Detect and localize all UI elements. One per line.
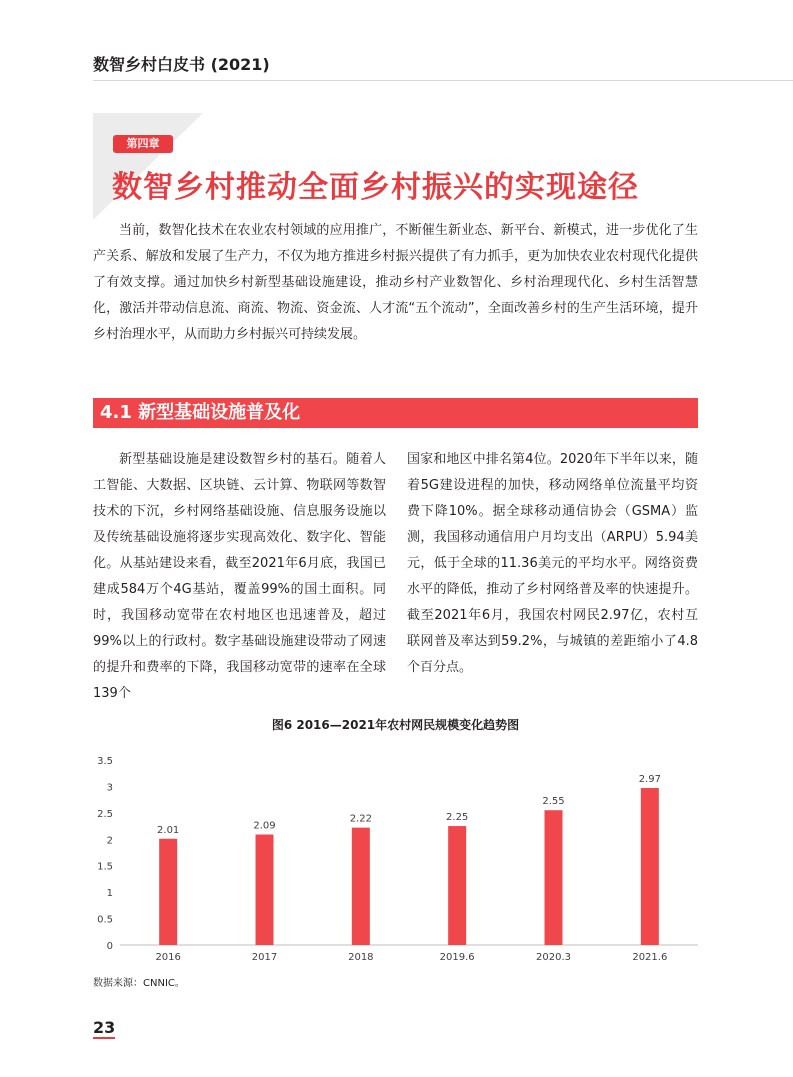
x-tick-label: 2018 (348, 952, 374, 963)
bar (641, 788, 659, 945)
y-tick-label: 1.5 (97, 861, 113, 873)
x-tick-label: 2020.3 (536, 952, 571, 963)
bar-value-label: 2.97 (638, 774, 661, 786)
page-number: 23 (93, 1018, 116, 1037)
bar-value-label: 2.25 (446, 812, 469, 824)
bar-value-label: 2.55 (542, 796, 565, 808)
x-tick-label: 2019.6 (439, 952, 475, 963)
bar-value-label: 2.09 (253, 820, 276, 832)
section-title: 4.1 新型基础设施普及化 (100, 402, 301, 423)
chapter-title: 数智乡村推动全面乡村振兴的实现途径 (112, 170, 639, 205)
x-tick-label: 2017 (251, 952, 278, 963)
page-number-underline (93, 1037, 115, 1039)
y-tick-label: 3.5 (97, 756, 113, 767)
bar (448, 826, 466, 945)
body-left-column: 新型基础设施是建设数智乡村的基石。随着人工智能、大数据、区块链、云计算、物联网等数智技术的下沉，乡村网络基础设施、信息服务设施以及传统基础设施将逐步实现高效化、数字化、智能化。从基站建设来看，截至2021年6月底，我国已建成584万个4G基站，覆盖99%的国土面积。同时，我国移动宽带在农村地区也迅速普及，超过99%以上的行政村。数字基础设施建设带动了网速的提升和费率的下降，我国移动宽带的速率在全球139个 (93, 452, 386, 701)
chapter-badge: 第四章 (113, 135, 173, 153)
running-header-title: 数智乡村白皮书 (2021) (93, 55, 270, 74)
bar (545, 810, 563, 945)
y-tick-label: 2.5 (97, 808, 113, 820)
y-tick-label: 0.5 (97, 914, 113, 926)
bar (352, 828, 370, 945)
y-tick-label: 1 (106, 888, 113, 900)
body-right-column: 国家和地区中排名第4位。2020年下半年以来，随着5G建设进程的加快，移动网络单位流量平均资费下降10%。据全球移动通信协会（GSMA）监测，我国移动通信用户月均支出（ARPU）5.94美元，低于全球的11.36美元的平均水平。网络资费水平的降低，推动了乡村网络普及率的快速提升。截至2021年6月，我国农村网民2.97亿，农村互联网普及率达到59.2%，与城镇的差距缩小了4.8个百分点。 (407, 452, 698, 675)
bar-chart (85, 745, 705, 970)
y-tick-label: 2 (106, 835, 113, 847)
figure-title: 图6 2016—2021年农村网民规模变化趋势图 (271, 718, 520, 732)
x-tick-label: 2021.6 (632, 952, 668, 963)
x-tick-label: 2016 (155, 952, 181, 963)
figure-source: 数据来源：CNNIC。 (93, 978, 185, 989)
intro-paragraph: 当前，数智化技术在农业农村领域的应用推广，不断催生新业态、新平台、新模式，进一步优化了生产关系、解放和发展了生产力，不仅为地方推进乡村振兴提供了有力抓手，更为加快农业农村现代化提供了有效支撑。通过加快乡村新型基础设施建设，推动乡村产业数智化、乡村治理现代化、乡村生活智慧化，激活并带动信息流、商流、物流、资金流、人才流“五个流动”，全面改善乡村的生产生活环境，提升乡村治理水平，从而助力乡村振兴可持续发展。 (93, 223, 698, 342)
header-rule (93, 80, 793, 81)
bar-value-label: 2.01 (157, 824, 180, 836)
bar-value-label: 2.22 (349, 813, 372, 825)
y-tick-label: 0 (106, 941, 113, 952)
bar (256, 835, 274, 945)
bar (159, 839, 177, 945)
y-tick-label: 3 (106, 782, 113, 794)
